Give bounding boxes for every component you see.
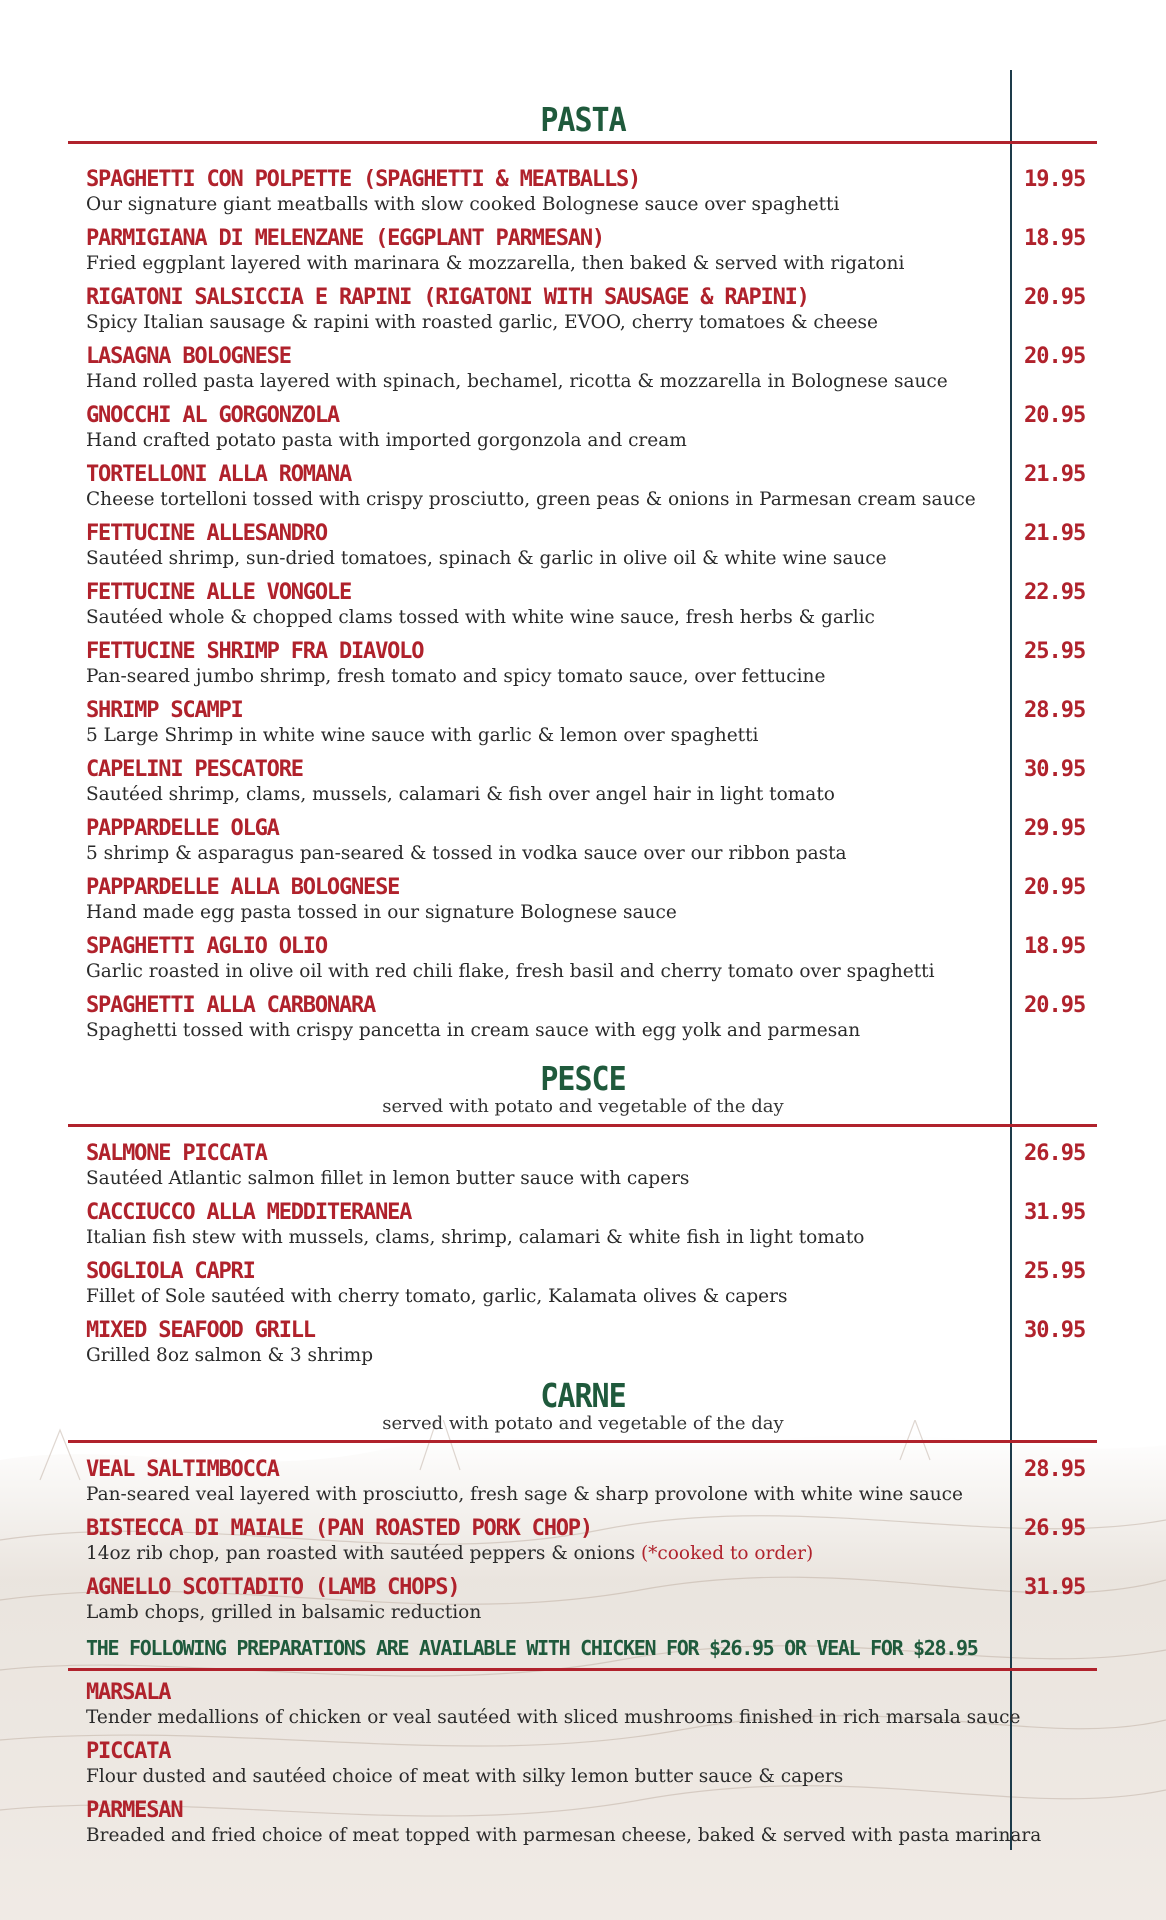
menu-item-description-text: Pan-seared jumbo shrimp, fresh tomato and spicy tomato sauce, over fettucine xyxy=(86,666,826,687)
section-subtitle-pesce: served with potato and vegetable of the day xyxy=(382,1096,784,1117)
menu-item-description xyxy=(86,311,1016,335)
menu-item xyxy=(86,1739,1016,1789)
menu-item-price: 20.95 xyxy=(1024,403,1086,428)
menu-item-description-text: 5 shrimp & asparagus pan-seared & tossed in vodka sauce over our ribbon pasta xyxy=(86,843,847,864)
menu-item-description xyxy=(86,1019,1016,1043)
menu-item-name: VEAL SALTIMBOCCA xyxy=(86,1457,279,1482)
menu-item-price: 31.95 xyxy=(1024,1200,1086,1225)
menu-item-description-text: Sautéed shrimp, sun-dried tomatoes, spinach & garlic in olive oil & white wine sauce xyxy=(86,548,887,569)
menu-item-description xyxy=(86,1285,1016,1309)
menu-item-description xyxy=(86,1706,1021,1730)
menu-item-description xyxy=(86,547,1016,571)
menu-item-description-text: Fillet of Sole sautéed with cherry tomato, garlic, Kalamata olives & capers xyxy=(86,1286,788,1307)
menu-item-description xyxy=(86,606,1016,630)
menu-item-name: TORTELLONI ALLA ROMANA xyxy=(86,462,351,487)
menu-item xyxy=(86,521,1016,571)
menu-item-description xyxy=(86,488,1016,512)
menu-item-name: GNOCCHI AL GORGONZOLA xyxy=(86,403,339,428)
menu-item-description xyxy=(86,724,1016,748)
menu-item-price: 30.95 xyxy=(1024,1318,1086,1343)
menu-item-description-text: 5 Large Shrimp in white wine sauce with garlic & lemon over spaghetti xyxy=(86,725,759,746)
menu-item xyxy=(86,167,1016,217)
menu-item-description xyxy=(86,901,1016,925)
menu-item-description-text: Hand made egg pasta tossed in our signature Bolognese sauce xyxy=(86,902,677,923)
menu-item-description xyxy=(86,842,1016,866)
menu-item-price: 25.95 xyxy=(1024,639,1086,664)
menu-item xyxy=(86,403,1016,453)
section-subtitle-carne: served with potato and vegetable of the day xyxy=(382,1413,784,1434)
menu-item-description-text: Grilled 8oz salmon & 3 shrimp xyxy=(86,1345,374,1366)
menu-item-name: SPAGHETTI AGLIO OLIO xyxy=(86,934,327,959)
menu-item-description-text: Sautéed shrimp, clams, mussels, calamari & fish over angel hair in light tomato xyxy=(86,784,835,805)
menu-item xyxy=(86,1318,1016,1368)
menu-item-price: 28.95 xyxy=(1024,698,1086,723)
menu-item-description-text: Lamb chops, grilled in balsamic reduction xyxy=(86,1602,482,1623)
section-divider-preparations xyxy=(68,1668,1097,1671)
menu-item-description xyxy=(86,429,1016,453)
section-divider-pasta xyxy=(68,141,1097,144)
menu-item-price: 18.95 xyxy=(1024,226,1086,251)
menu-item-description-text: 14oz rib chop, pan roasted with sautéed peppers & onions xyxy=(86,1543,636,1564)
menu-item xyxy=(86,993,1016,1043)
menu-item-description xyxy=(86,1765,1016,1789)
menu-item-description-text: Our signature giant meatballs with slow cooked Bolognese sauce over spaghetti xyxy=(86,194,840,215)
menu-item-description xyxy=(86,665,1016,689)
menu-item xyxy=(86,344,1016,394)
section-title-pasta: PASTA xyxy=(540,101,626,140)
menu-item-description xyxy=(86,1226,1016,1250)
menu-item-description-text: Sautéed Atlantic salmon fillet in lemon butter sauce with capers xyxy=(86,1168,690,1189)
menu-item-name: FETTUCINE ALLESANDRO xyxy=(86,521,327,546)
menu-item-price: 21.95 xyxy=(1024,521,1086,546)
section-divider-pesce xyxy=(68,1124,1097,1127)
menu-item-name: RIGATONI SALSICCIA E RAPINI (RIGATONI WITH SAUSAGE & RAPINI) xyxy=(86,285,809,310)
menu-item-description xyxy=(86,1542,1016,1566)
menu-item-price: 19.95 xyxy=(1024,167,1086,192)
menu-item xyxy=(86,462,1016,512)
menu-item-description-text: Hand rolled pasta layered with spinach, bechamel, ricotta & mozzarella in Bolognese sauce xyxy=(86,371,948,392)
menu-item-name: MARSALA xyxy=(86,1680,171,1705)
menu-item-price: 26.95 xyxy=(1024,1516,1086,1541)
menu-item xyxy=(86,934,1016,984)
menu-item-name: SPAGHETTI CON POLPETTE (SPAGHETTI & MEATBALLS) xyxy=(86,167,641,192)
menu-item-price: 20.95 xyxy=(1024,875,1086,900)
menu-item-price: 30.95 xyxy=(1024,757,1086,782)
menu-item xyxy=(86,816,1016,866)
menu-item-price: 18.95 xyxy=(1024,934,1086,959)
menu-item-name: CAPELINI PESCATORE xyxy=(86,757,303,782)
menu-item-price: 26.95 xyxy=(1024,1141,1086,1166)
menu-item-description xyxy=(86,1824,1042,1848)
menu-item-name: SHRIMP SCAMPI xyxy=(86,698,243,723)
menu-item-description xyxy=(86,1601,1016,1625)
menu-item-description-text: Cheese tortelloni tossed with crispy prosciutto, green peas & onions in Parmesan cream sauce xyxy=(86,489,976,510)
menu-item-description-text: Breaded and fried choice of meat topped with parmesan cheese, baked & served with pasta marinara xyxy=(86,1825,1042,1846)
menu-item-description-text: Fried eggplant layered with marinara & mozzarella, then baked & served with rigatoni xyxy=(86,253,905,274)
menu-item xyxy=(86,1575,1016,1625)
menu-item-name: SALMONE PICCATA xyxy=(86,1141,267,1166)
menu-item-description xyxy=(86,1483,1016,1507)
menu-item xyxy=(86,1680,1021,1730)
section-divider-carne xyxy=(68,1440,1097,1443)
menu-item xyxy=(86,639,1016,689)
menu-item-price: 25.95 xyxy=(1024,1259,1086,1284)
menu-item-price: 29.95 xyxy=(1024,816,1086,841)
preparations-note: THE FOLLOWING PREPARATIONS ARE AVAILABLE WITH CHICKEN FOR $26.95 OR VEAL FOR $28.95 xyxy=(86,1636,978,1660)
menu-item-description xyxy=(86,960,1016,984)
menu-item xyxy=(86,285,1016,335)
menu-item-name: PARMIGIANA DI MELENZANE (EGGPLANT PARMESAN) xyxy=(86,226,604,251)
section-title-pesce: PESCE xyxy=(540,1060,626,1099)
section-title-carne: CARNE xyxy=(540,1377,626,1416)
menu-item-description xyxy=(86,370,1016,394)
menu-item xyxy=(86,1457,1016,1507)
menu-item-price: 20.95 xyxy=(1024,993,1086,1018)
menu-item-name: LASAGNA BOLOGNESE xyxy=(86,344,291,369)
menu-item xyxy=(86,875,1016,925)
menu-item-name: PARMESAN xyxy=(86,1798,183,1823)
menu-item xyxy=(86,1259,1016,1309)
menu-item-description xyxy=(86,1167,1016,1191)
menu-item xyxy=(86,698,1016,748)
menu-item-name: SOGLIOLA CAPRI xyxy=(86,1259,255,1284)
menu-item-note: (*cooked to order) xyxy=(640,1543,814,1564)
menu-item xyxy=(86,226,1016,276)
menu-item xyxy=(86,1516,1016,1566)
menu-item-name: SPAGHETTI ALLA CARBONARA xyxy=(86,993,376,1018)
menu-item-price: 21.95 xyxy=(1024,462,1086,487)
menu-item-name: PAPPARDELLE ALLA BOLOGNESE xyxy=(86,875,400,900)
menu-item-price: 22.95 xyxy=(1024,580,1086,605)
menu-item xyxy=(86,580,1016,630)
menu-item-price: 20.95 xyxy=(1024,344,1086,369)
menu-item-name: FETTUCINE SHRIMP FRA DIAVOLO xyxy=(86,639,424,664)
menu-item xyxy=(86,1798,1042,1848)
menu-item-description-text: Hand crafted potato pasta with imported gorgonzola and cream xyxy=(86,430,687,451)
menu-item-price: 20.95 xyxy=(1024,285,1086,310)
menu-item-name: CACCIUCCO ALLA MEDDITERANEA xyxy=(86,1200,412,1225)
menu-item-name: AGNELLO SCOTTADITO (LAMB CHOPS) xyxy=(86,1575,460,1600)
menu-item-description-text: Spaghetti tossed with crispy pancetta in cream sauce with egg yolk and parmesan xyxy=(86,1020,861,1041)
menu-item-description-text: Tender medallions of chicken or veal sautéed with sliced mushrooms finished in rich marsala sauce xyxy=(86,1707,1021,1728)
menu-item-name: PICCATA xyxy=(86,1739,171,1764)
menu-item-description xyxy=(86,252,1016,276)
menu-item-description-text: Italian fish stew with mussels, clams, shrimp, calamari & white fish in light tomato xyxy=(86,1227,865,1248)
menu-item-description-text: Garlic roasted in olive oil with red chili flake, fresh basil and cherry tomato over spaghetti xyxy=(86,961,935,982)
menu-item-description xyxy=(86,1344,1016,1368)
menu-item-name: BISTECCA DI MAIALE (PAN ROASTED PORK CHOP) xyxy=(86,1516,592,1541)
menu-item-description xyxy=(86,783,1016,807)
menu-item-description xyxy=(86,193,1016,217)
menu-item-description-text: Sautéed whole & chopped clams tossed with white wine sauce, fresh herbs & garlic xyxy=(86,607,875,628)
menu-item-description-text: Pan-seared veal layered with prosciutto, fresh sage & sharp provolone with white wine sauce xyxy=(86,1484,963,1505)
menu-item-name: MIXED SEAFOOD GRILL xyxy=(86,1318,315,1343)
menu-item xyxy=(86,1200,1016,1250)
menu-item-name: PAPPARDELLE OLGA xyxy=(86,816,279,841)
menu-item-description-text: Spicy Italian sausage & rapini with roasted garlic, EVOO, cherry tomatoes & cheese xyxy=(86,312,878,333)
menu-item-price: 31.95 xyxy=(1024,1575,1086,1600)
menu-item xyxy=(86,757,1016,807)
menu-item-name: FETTUCINE ALLE VONGOLE xyxy=(86,580,351,605)
menu-item xyxy=(86,1141,1016,1191)
menu-item-price: 28.95 xyxy=(1024,1457,1086,1482)
menu-item-description-text: Flour dusted and sautéed choice of meat with silky lemon butter sauce & capers xyxy=(86,1766,844,1787)
